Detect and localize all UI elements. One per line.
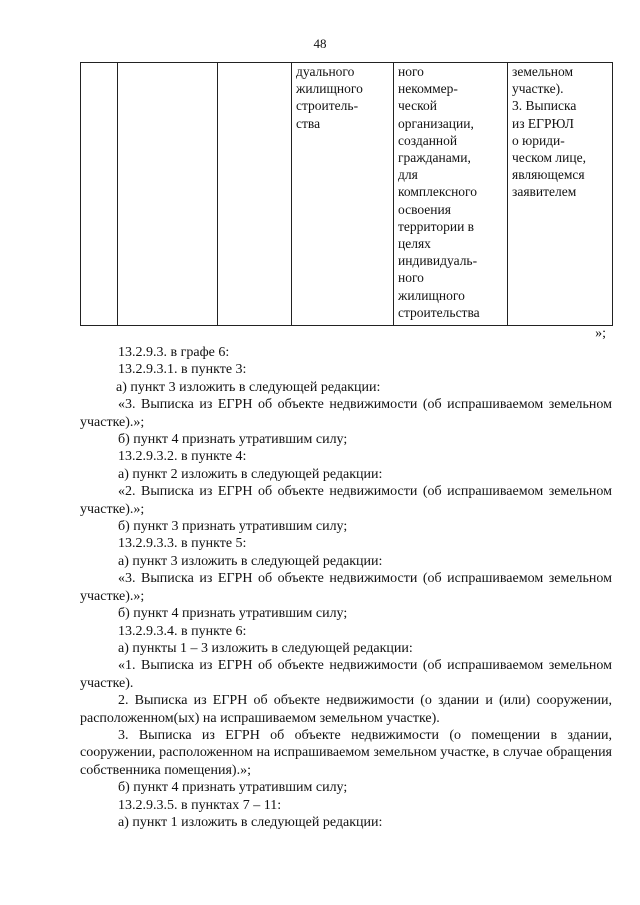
paragraph: б) пункт 4 признать утратившим силу;: [118, 432, 348, 448]
paragraph: б) пункт 4 признать утратившим силу;: [118, 606, 348, 622]
table-cell: земельном участке). 3. Выписка из ЕГРЮЛ о юриди- ческом лице, являющемся заявителем: [508, 63, 613, 326]
table-cell: дуального жилищного строитель- ства: [292, 63, 394, 326]
paragraph: 2. Выписка из ЕГРН об объекте недвижимости (о здании и (или) сооружении, расположенном(ых) на испрашиваемом земельном участке).: [80, 693, 612, 726]
paragraph: «3. Выписка из ЕГРН об объекте недвижимости (об испрашиваемом земельном участке).»;: [80, 571, 612, 604]
continuation-table: [80, 62, 613, 326]
paragraph: а) пункты 1 – 3 изложить в следующей редакции:: [118, 640, 413, 656]
paragraph: 3. Выписка из ЕГРН об объекте недвижимости (о помещении в здании, сооружении, расположенном на испрашиваемом земельном участке, в случае обращения собственника помещения).»;: [80, 727, 612, 778]
paragraph: «1. Выписка из ЕГРН об объекте недвижимости (об испрашиваемом земельном участке).: [80, 658, 612, 691]
table-cell: [81, 63, 118, 326]
paragraph: «2. Выписка из ЕГРН об объекте недвижимости (об испрашиваемом земельном участке).»;: [80, 484, 612, 517]
paragraph: а) пункт 3 изложить в следующей редакции:: [118, 553, 383, 569]
paragraph: б) пункт 4 признать утратившим силу;: [118, 780, 348, 796]
paragraph: а) пункт 1 изложить в следующей редакции:: [118, 814, 383, 830]
paragraph: 13.2.9.3.2. в пункте 4:: [118, 449, 247, 465]
paragraph: б) пункт 3 признать утратившим силу;: [118, 519, 348, 535]
table-row: [81, 63, 613, 326]
paragraph: 13.2.9.3.5. в пунктах 7 – 11:: [118, 797, 282, 813]
table-closing-quote: »;: [595, 326, 606, 341]
paragraph: 13.2.9.3.3. в пункте 5:: [118, 536, 247, 552]
paragraph: «3. Выписка из ЕГРН об объекте недвижимости (об испрашиваемом земельном участке).»;: [80, 397, 612, 430]
table-cell: ного некоммер- ческой организации, созданной гражданами, для комплексного освоения территории в целях индивидуаль- ного жилищного строительства: [394, 63, 508, 326]
table-cell: [118, 63, 218, 326]
paragraph: 13.2.9.3.1. в пункте 3:: [118, 362, 247, 378]
paragraph: 13.2.9.3. в графе 6:: [118, 345, 230, 360]
page-number: 48: [313, 36, 327, 51]
paragraph: а) пункт 2 изложить в следующей редакции:: [118, 466, 383, 482]
table-cell: [218, 63, 292, 326]
amendment-text: [80, 344, 612, 831]
paragraph: 13.2.9.3.4. в пункте 6:: [118, 623, 247, 639]
paragraph: а) пункт 3 изложить в следующей редакции:: [116, 379, 381, 395]
